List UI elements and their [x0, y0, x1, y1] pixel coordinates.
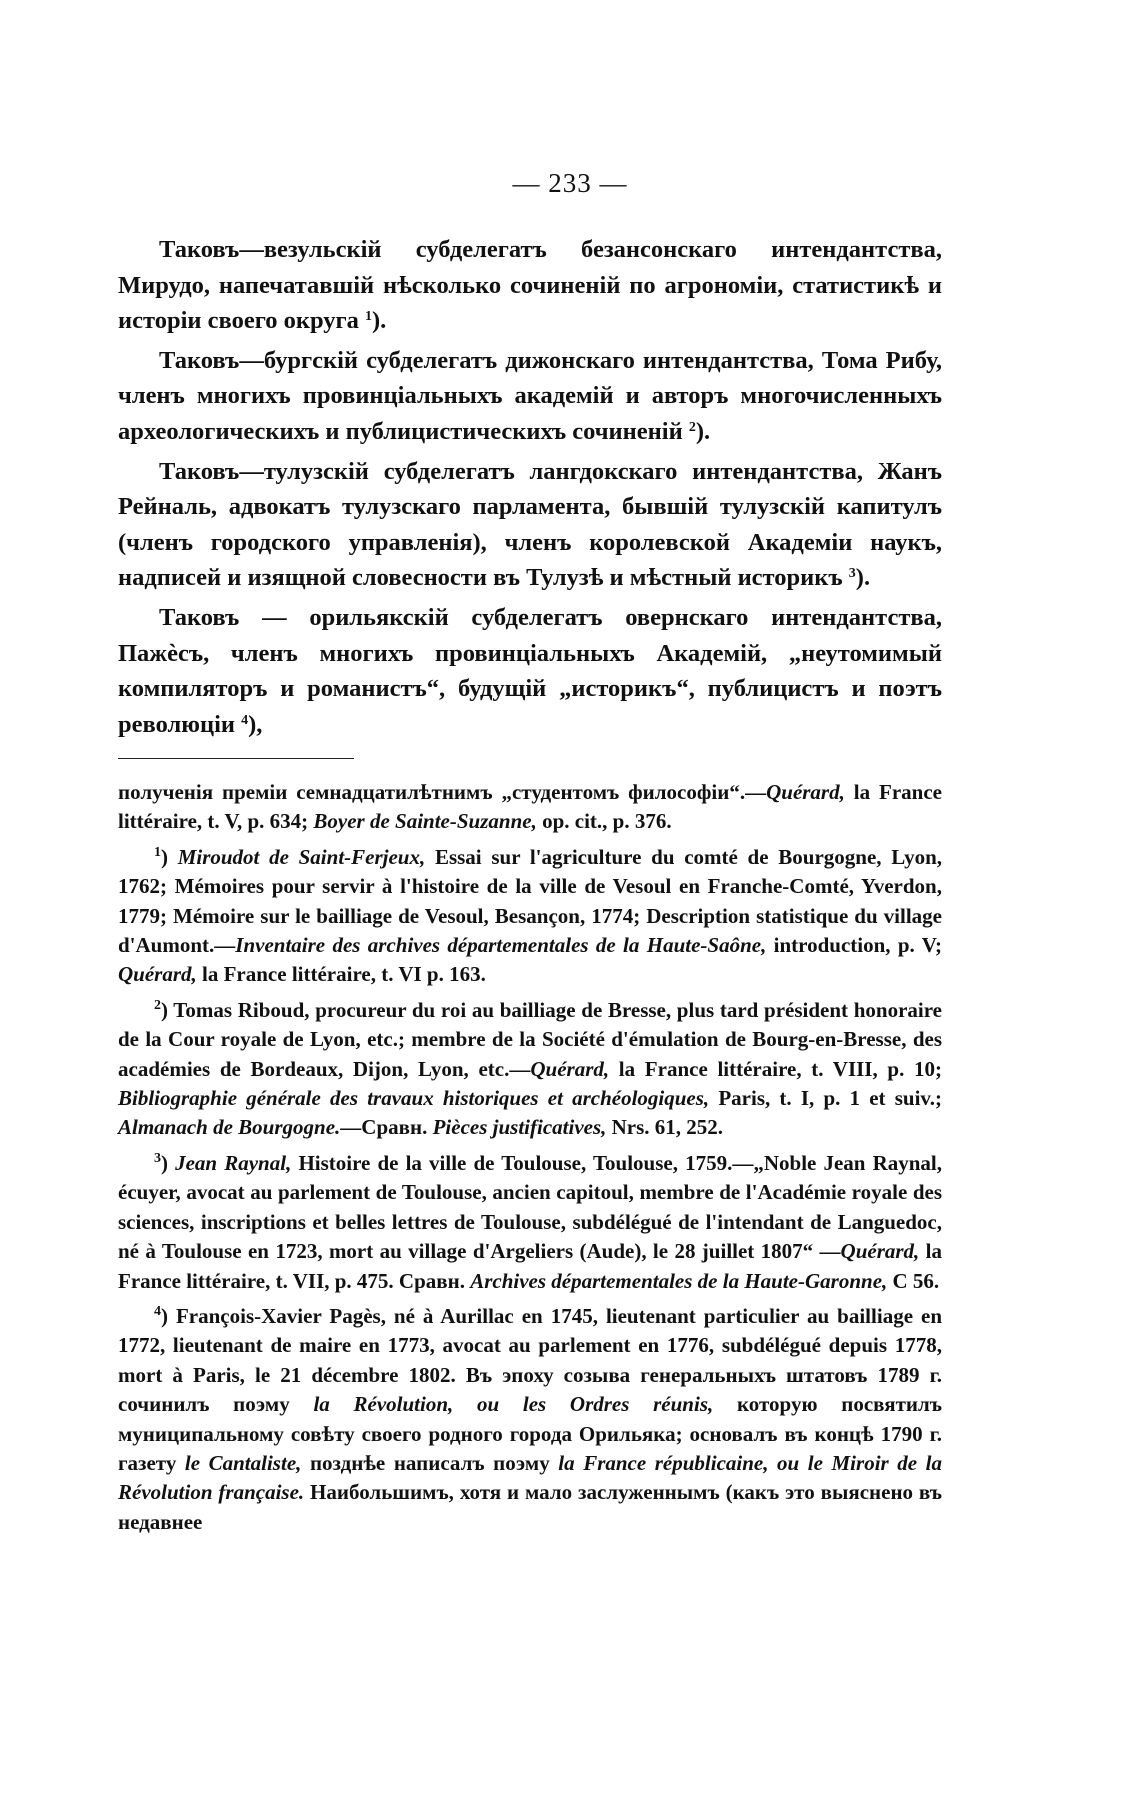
footnote-ref-4: 4 [241, 712, 249, 728]
fn-text: ) [161, 844, 178, 869]
fn-text: la France littéraire, t. VI p. 163. [196, 962, 486, 987]
fn-text: C 56. [887, 1268, 940, 1293]
fn-title: Bibliographie générale des travaux historiques et archéologiques, [118, 1086, 710, 1111]
fn-text: introduction, p. V; [766, 933, 942, 958]
footnote-mark-4: 4 [154, 1303, 161, 1319]
fn-author: Quérard, [530, 1056, 610, 1081]
fn-text: ) [161, 1150, 176, 1175]
main-text [118, 232, 942, 746]
paragraph-3 [118, 454, 942, 596]
paragraph-3-end: ). [855, 564, 871, 592]
paragraph-4-end: ), [248, 710, 263, 738]
paragraph-4-text: Таковъ — орильякскій субделегатъ овернскаго интендантства, Пажѐсъ, членъ многихъ провинціальныхъ Академій, „неутомимый компиляторъ и романистъ“, будущій „историкъ“, публицистъ и поэтъ революціи [118, 603, 942, 738]
paragraph-1-text: Таковъ—везульскій субделегатъ безансонскаго интендантства, Мирудо, напечатавшій нѣсколько сочиненій по агрономіи, статистикѣ и исторіи своего округа [118, 236, 942, 335]
fn-text: la France littéraire, t. VIII, p. 10; [609, 1056, 943, 1081]
footnote-continuation [118, 778, 942, 837]
page-number: — 233 — [512, 168, 628, 198]
fn-author: Quérard, [766, 780, 845, 804]
fn-author: Boyer de Sainte-Suzanne, [313, 809, 537, 834]
fn-author: Jean Raynal, [175, 1150, 292, 1175]
fn-title: la France républicaine, ou le Miroir de la Révolution française. [118, 1450, 942, 1505]
footnote-2 [118, 996, 942, 1143]
fn-text: полученія преміи семнадцатилѣтнимъ „студентомъ философіи“.— [118, 780, 767, 804]
paragraph-4 [118, 600, 942, 742]
footnote-ref-3: 3 [848, 566, 856, 582]
fn-text: la France littéraire, t. V, p. 634; [118, 780, 942, 834]
footnote-ref-2: 2 [688, 419, 696, 435]
fn-text: Essai sur l'agriculture du comté de Bourgogne, Lyon, 1762; Mémoires pour servir à l'histoire de la ville de Vesoul en Franche-Comté, Yverdon, 1779; Mémoire sur le bailliage de Vesoul, Besançon, 1774; Description statistique du village d'Aumont.— [118, 844, 943, 958]
fn-text: Наибольшимъ, хотя и мало заслуженнымъ (какъ это выяснено въ недавнее [118, 1480, 942, 1534]
footnote-mark-2: 2 [154, 997, 161, 1013]
footnote-4 [118, 1302, 942, 1537]
fn-title: Inventaire des archives départementales de la Haute-Saône, [235, 933, 767, 958]
fn-text: ) François-Xavier Pagès, né à Aurillac en 1745, lieutenant particulier au bailliage en 1772, lieutenant de maire en 1773, avocat au parlement en 1776, subdélégué depuis 1778, mort à Paris, le 21 décembre 1802. Въ эпоху созыва генеральныхъ штатовъ 1789 г. сочинилъ поэму [118, 1303, 942, 1417]
fn-text: Nrs. 61, 252. [606, 1115, 724, 1140]
fn-author: Miroudot de Saint-Ferjeux, [177, 844, 426, 869]
fn-title: Almanach de Bourgogne. [118, 1115, 341, 1140]
paragraph-1 [118, 232, 942, 339]
footnote-mark-1: 1 [154, 844, 161, 860]
fn-title: le Cantaliste, [184, 1450, 302, 1475]
footnote-1 [118, 843, 942, 990]
footnotes [118, 778, 942, 1543]
paragraph-2 [118, 343, 942, 450]
fn-text: ) Tomas Riboud, procureur du roi au bailliage de Bresse, plus tard président honoraire de la Cour royale de Lyon, etc.; membre de la Société d'émulation de Bourg-en-Bresse, des académies de Bordeaux, Dijon, Lyon, etc.— [118, 997, 942, 1081]
fn-text: —Сравн. [340, 1115, 433, 1140]
paragraph-2-end: ). [695, 417, 711, 445]
footnote-divider [118, 758, 354, 759]
paragraph-2-text: Таковъ—бургскій субделегатъ дижонскаго интендантства, Тома Рибу, членъ многихъ провинціальныхъ академій и авторъ многочисленныхъ археологическихъ и публицистическихъ сочиненій [118, 346, 942, 445]
fn-text: позднѣе написалъ поэму [301, 1450, 559, 1475]
fn-author: Quérard, [840, 1239, 920, 1264]
fn-title: la Révolution, ou les Ordres réunis, [313, 1392, 714, 1417]
fn-text: Paris, t. I, p. 1 et suiv.; [709, 1086, 942, 1111]
fn-author: Quérard, [118, 962, 197, 987]
paragraph-3-text: Таковъ—тулузскій субделегатъ лангдокскаго интендантства, Жанъ Рейналь, адвокатъ тулузскаго парламента, бывшій тулузскій капитулъ (членъ городского управленія), членъ королевской Академіи наукъ, надписей и изящной словесности въ Тулузѣ и мѣстный историкъ [118, 457, 942, 592]
fn-text: la France littéraire, t. VII, p. 475. Сравн. [118, 1239, 942, 1293]
fn-text: Histoire de la ville de Toulouse, Toulouse, 1759.—„Noble Jean Raynal, écuyer, avocat au parlement de Toulouse, ancien capitoul, membre de l'Académie royale des sciences, inscriptions et belles lettres de Toulouse, subdélégué de l'intendant de Languedoc, né à Toulouse en 1723, mort au village d'Argeliers (Aude), le 28 juillet 1807“ — [118, 1150, 943, 1264]
footnote-ref-1: 1 [365, 309, 372, 325]
footnote-mark-3: 3 [154, 1150, 161, 1166]
paragraph-1-end: ). [372, 307, 387, 335]
fn-title: Pièces justificatives, [432, 1115, 607, 1140]
footnote-3 [118, 1149, 942, 1296]
fn-title: Archives départementales de la Haute-Garonne, [470, 1268, 888, 1293]
fn-text: которую посвятилъ муниципальному совѣту своего родного города Орильяка; основалъ въ концѣ 1790 г. газету [118, 1392, 943, 1475]
fn-text: op. cit., p. 376. [536, 809, 672, 834]
